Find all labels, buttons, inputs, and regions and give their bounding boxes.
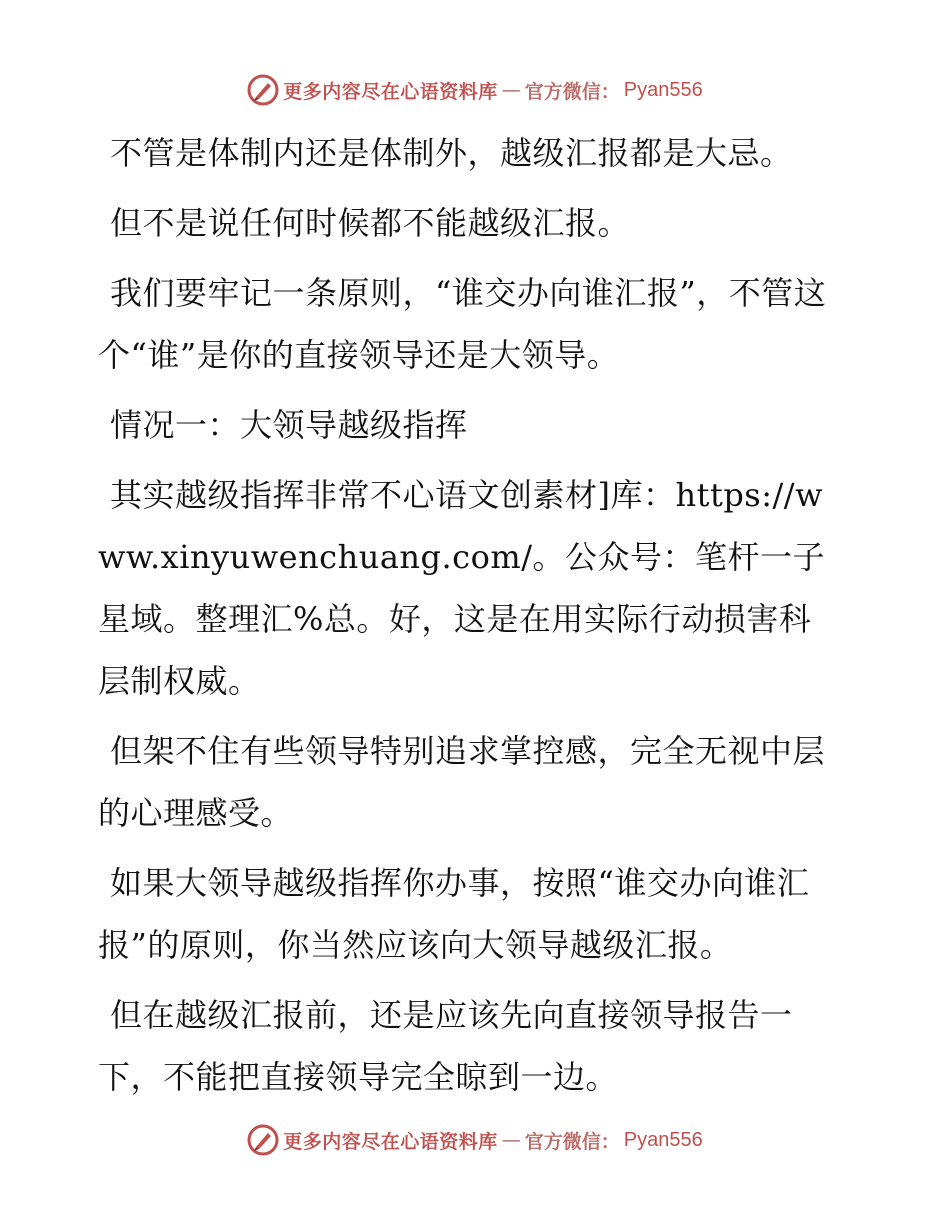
banner-separator: — [501,79,521,101]
paragraph-text: 如果大领导越级指挥你办事，按照“谁交办向谁汇报”的原则，你当然应该向大领导越级汇报。 [98,864,810,964]
paragraph-text: 不管是体制内还是体制外，越级汇报都是大忌。 [110,134,793,172]
banner-main-text: 更多内容尽在心语资料库 [283,80,498,103]
section-heading [98,394,838,456]
paragraph [98,192,838,254]
paragraph-text: 我们要牢记一条原则，“谁交办向谁汇报”，不管这个“谁”是你的直接领导还是大领导。 [98,274,827,374]
pen-logo-icon [247,74,279,106]
paragraph [98,262,838,386]
banner-wechat-label: 官方微信： [524,80,620,103]
paragraph [98,464,838,712]
paragraph-text: 但在越级汇报前，还是应该先向直接领导报告一下，不能把直接领导完全晾到一边。 [98,996,793,1096]
header-banner [0,70,950,110]
paragraph [98,852,838,976]
banner-separator: — [501,1129,521,1151]
paragraph [98,720,838,844]
paragraph-text: 但不是说任何时候都不能越级汇报。 [110,204,631,242]
paragraph [98,984,838,1108]
banner-wechat-label: 官方微信： [524,1130,620,1153]
paragraph [98,122,838,184]
banner-main-text: 更多内容尽在心语资料库 [283,1130,498,1153]
paragraph-text: 情况一：大领导越级指挥 [110,406,468,444]
footer-banner [0,1120,950,1160]
banner-wechat-id: Pyan556 [623,78,703,101]
pen-logo-icon [247,1124,279,1156]
document-body [98,122,838,1116]
paragraph-text: 但架不住有些领导特别追求掌控感，完全无视中层的心理感受。 [98,732,826,832]
banner-wechat-id: Pyan556 [623,1128,703,1151]
paragraph-text: 其实越级指挥非常不心语文创素材]库：https://www.xinyuwenchuang.com/。公众号：笔杆一子星域。整理汇%总。好，这是在用实际行动损害科层制权威。 [98,476,825,700]
